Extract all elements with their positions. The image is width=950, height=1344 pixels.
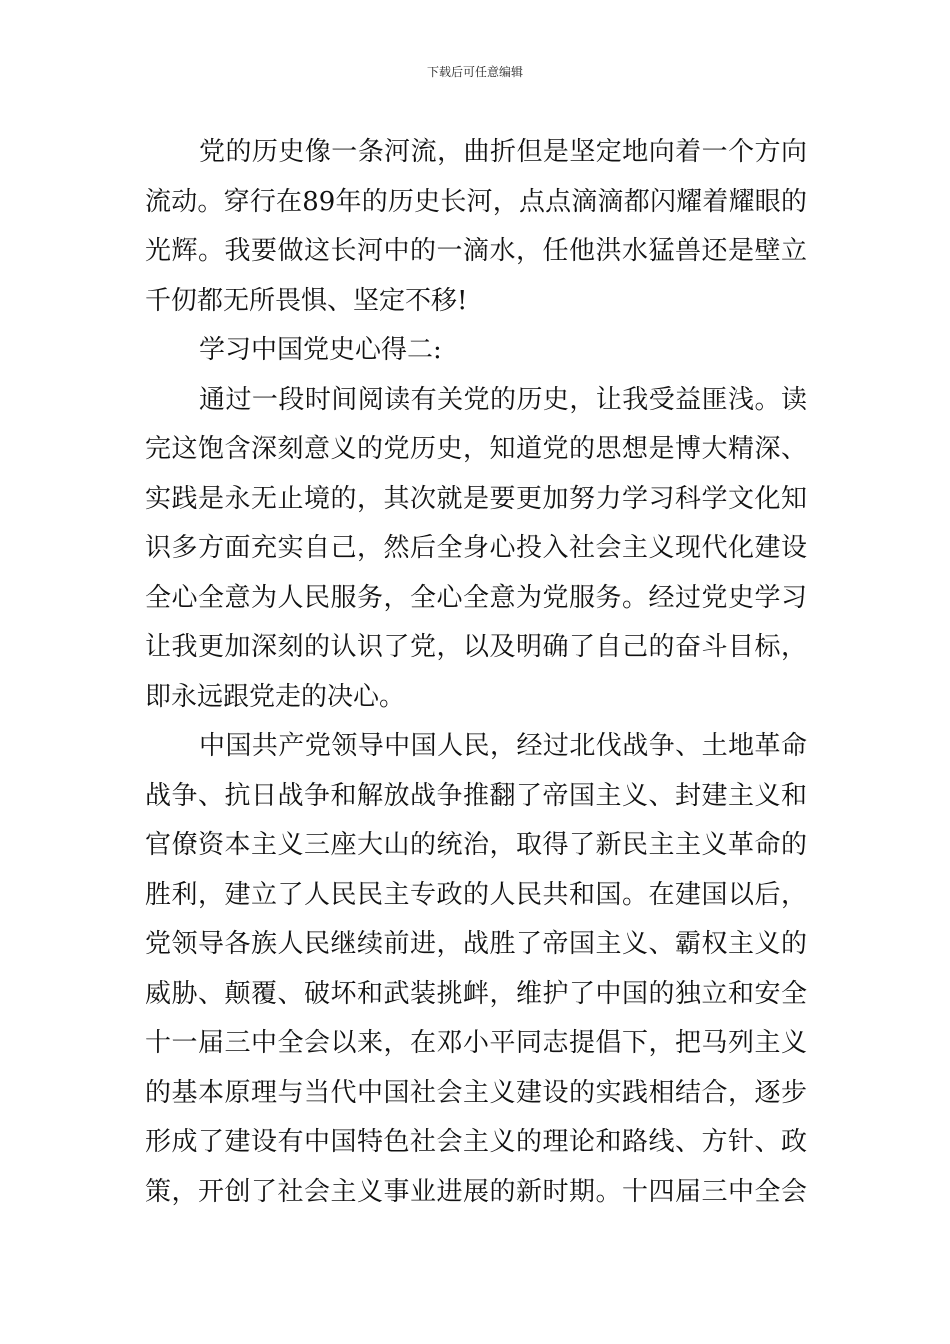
text-line: 全心全意为人民服务，全心全意为党服务。经过党史学习 <box>145 582 807 613</box>
document-body <box>145 128 807 1217</box>
text-line: 中国共产党领导中国人民，经过北伐战争、土地革命 <box>199 731 807 761</box>
text-line: 官僚资本主义三座大山的统治，取得了新民主主义革命的 <box>145 830 807 860</box>
text-line: 流动。穿行在89年的历史长河，点点滴滴都闪耀着耀眼的 <box>145 186 807 217</box>
text-line: 十一届三中全会以来，在邓小平同志提倡下，把马列主义 <box>145 1028 807 1058</box>
text-line: 战争、抗日战争和解放战争推翻了帝国主义、封建主义和 <box>145 780 807 811</box>
text-line: 识多方面充实自己，然后全身心投入社会主义现代化建设 <box>145 533 807 563</box>
page-header: 下载后可任意编辑 <box>426 65 523 79</box>
text-line: 即永远跟党走的决心。 <box>145 681 406 712</box>
text-line: 光辉。我要做这长河中的一滴水，任他洪水猛兽还是壁立 <box>145 236 807 266</box>
text-line: 让我更加深刻的认识了党，以及明确了自己的奋斗目标， <box>145 632 807 662</box>
text-line: 胜利，建立了人民民主专政的人民共和国。在建国以后， <box>145 879 807 910</box>
text-line: 党领导各族人民继续前进，战胜了帝国主义、霸权主义的 <box>145 929 807 959</box>
text-line: 策，开创了社会主义事业进展的新时期。十四届三中全会 <box>145 1176 807 1207</box>
text-line: 通过一段时间阅读有关党的历史，让我受益匪浅。读 <box>199 384 807 415</box>
text-line: 完这饱含深刻意义的党历史，知道党的思想是博大精深、 <box>145 434 807 464</box>
text-line: 党的历史像一条河流，曲折但是坚定地向着一个方向 <box>199 137 807 167</box>
text-line: 千仞都无所畏惧、坚定不移! <box>145 285 468 316</box>
text-line: 的基本原理与当代中国社会主义建设的实践相结合，逐步 <box>145 1077 807 1108</box>
text-line: 威胁、颠覆、破坏和武装挑衅，维护了中国的独立和安全 <box>145 978 807 1009</box>
text-line: 实践是永无止境的，其次就是要更加努力学习科学文化知 <box>145 483 807 514</box>
text-line: 形成了建设有中国特色社会主义的理论和路线、方针、政 <box>145 1127 807 1157</box>
text-line: 学习中国党史心得二: <box>199 335 442 365</box>
